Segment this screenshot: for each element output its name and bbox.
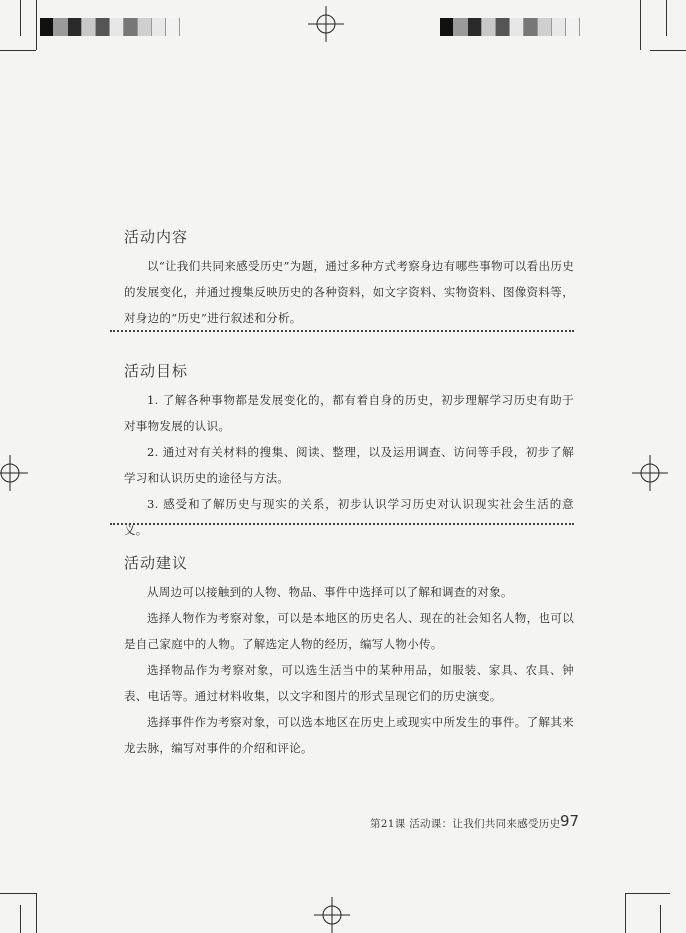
color-swatch [96, 18, 110, 36]
section-heading: 活动建议 [124, 554, 189, 572]
registration-mark-left [0, 455, 28, 491]
color-swatch [166, 18, 180, 36]
paragraph: 选择物品作为考察对象，可以选生活当中的某种用品，如服装、家具、农具、钟表、电话等。通过材料收集，以文字和图片的形式呈现它们的历史演变。 [124, 663, 574, 703]
registration-mark-top [308, 6, 344, 42]
color-swatch [552, 18, 566, 36]
color-swatch [138, 18, 152, 36]
color-swatch [496, 18, 510, 36]
section-activity-content [124, 226, 574, 331]
paragraph: 3. 感受和了解历史与现实的关系，初步认识学习历史对认识现实社会生活的意义。 [124, 497, 574, 537]
color-calibration-bar-left [40, 18, 180, 36]
color-swatch [82, 18, 96, 36]
dotted-divider [110, 330, 574, 332]
color-swatch [510, 18, 524, 36]
running-footer-title: 第21课 活动课：让我们共同来感受历史 [370, 818, 561, 830]
paragraph: 2. 通过对有关材料的搜集、阅读、整理，以及运用调查、访问等手段，初步了解学习和认识历史的途径与方法。 [124, 445, 574, 485]
section-activity-suggestions [124, 552, 574, 761]
paragraph: 从周边可以接触到的人物、物品、事件中选择可以了解和调查的对象。 [147, 585, 513, 599]
color-swatch [68, 18, 82, 36]
color-swatch [454, 18, 468, 36]
color-swatch [566, 18, 580, 36]
registration-mark-right [632, 455, 668, 491]
color-swatch [482, 18, 496, 36]
section-heading: 活动内容 [124, 228, 189, 246]
color-swatch [152, 18, 166, 36]
section-activity-goals [124, 360, 574, 543]
color-swatch [54, 18, 68, 36]
color-swatch [40, 18, 54, 36]
paragraph: 选择事件作为考察对象，可以选本地区在历史上或现实中所发生的事件。了解其来龙去脉，编写对事件的介绍和评论。 [124, 715, 574, 755]
color-swatch [440, 18, 454, 36]
paragraph: 1. 了解各种事物都是发展变化的，都有着自身的历史，初步理解学习历史有助于对事物发展的认识。 [124, 393, 574, 433]
page-number: 97 [560, 812, 580, 830]
paragraph: 以“让我们共同来感受历史”为题，通过多种方式考察身边有哪些事物可以看出历史的发展变化，并通过搜集反映历史的各种资料，如文字资料、实物资料、图像资料等，对身边的“历史”进行叙述和分析。 [124, 259, 574, 325]
color-swatch [524, 18, 538, 36]
color-calibration-bar-right [440, 18, 580, 36]
paragraph: 选择人物作为考察对象，可以是本地区的历史名人、现在的社会知名人物，也可以是自己家庭中的人物。了解选定人物的经历，编写人物小传。 [124, 611, 574, 651]
color-swatch [538, 18, 552, 36]
color-swatch [468, 18, 482, 36]
color-swatch [110, 18, 124, 36]
registration-mark-bottom [314, 897, 350, 933]
color-swatch [124, 18, 138, 36]
section-heading: 活动目标 [124, 362, 189, 380]
dotted-divider [110, 523, 574, 525]
